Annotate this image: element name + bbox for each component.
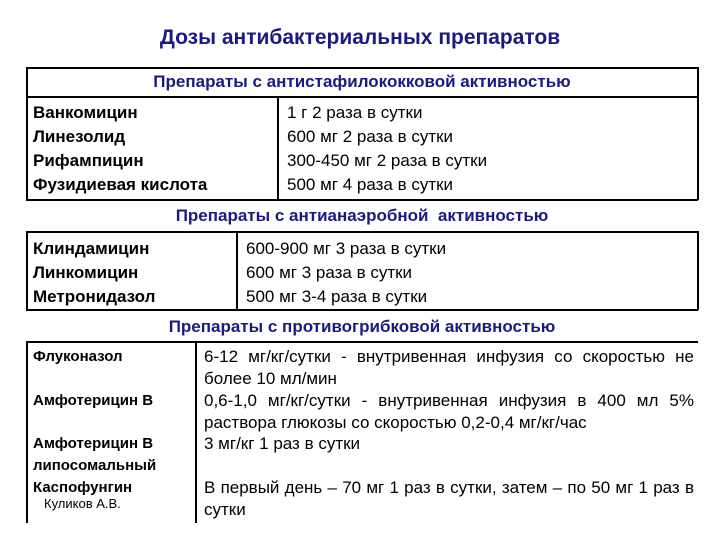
section-2-drug-list <box>33 237 155 309</box>
section-2-dose-list <box>246 237 446 309</box>
drug-name: Амфотерицин В липосомальный <box>33 435 157 474</box>
drug-dose: 600-900 мг 3 раза в сутки <box>246 239 447 258</box>
drug-dose: 1 г 2 раза в сутки <box>287 103 423 122</box>
drug-name: Ванкомицин <box>33 103 138 122</box>
section-2-column-divider <box>236 231 238 310</box>
section-3-column-divider <box>195 341 197 523</box>
drug-dose: 300-450 мг 2 раза в сутки <box>287 151 488 170</box>
section-2-header-divider <box>26 231 698 233</box>
drug-dose: 0,6-1,0 мг/кг/сутки - внутривенная инфузия в 400 мл 5% раствора глюкозы со скоростью 0,2-0,4 мг/кг/час <box>204 391 694 432</box>
drug-dose: В первый день – 70 мг 1 раз в сутки, затем – по 50 мг 1 раз в сутки <box>204 478 694 519</box>
drug-dose: 3 мг/кг 1 раз в сутки <box>204 434 361 453</box>
section-1-drug-list <box>33 101 207 197</box>
author-credit: Куликов А.В. <box>44 496 121 511</box>
section-2-left-border <box>26 231 28 310</box>
table-top-border <box>26 67 698 69</box>
section-3-heading: Препараты с противогрибковой активностью <box>168 317 556 336</box>
drug-name: Рифампицин <box>33 151 144 170</box>
section-3-top-border <box>26 309 698 311</box>
section-2-right-border <box>697 231 699 310</box>
section-3-header-divider <box>26 341 698 343</box>
drug-name: Флуконазол <box>33 348 123 365</box>
drug-name: Линезолид <box>33 127 126 146</box>
section-3-left-border <box>26 341 28 523</box>
drug-name: Метронидазол <box>33 287 156 306</box>
drug-name: Линкомицин <box>33 263 139 282</box>
drug-name: Амфотерицин В <box>33 392 154 409</box>
section-2-top-border <box>26 199 698 201</box>
section-1-header-divider <box>26 96 698 98</box>
drug-name: Каспофунгин <box>33 479 133 496</box>
section-1-dose-list <box>287 101 487 197</box>
section-1-column-divider <box>277 96 279 200</box>
section-2-heading: Препараты с антианаэробной активностью <box>175 206 549 225</box>
drug-name: Клиндамицин <box>33 239 150 258</box>
page-title: Дозы антибактериальных препаратов <box>159 26 561 49</box>
section-1-heading: Препараты с антистафилококковой активностью <box>153 72 571 91</box>
drug-dose: 600 мг 2 раза в сутки <box>287 127 454 146</box>
drug-dose: 600 мг 3 раза в сутки <box>246 263 413 282</box>
drug-name: Фузидиевая кислота <box>33 175 208 194</box>
drug-dose: 500 мг 4 раза в сутки <box>287 175 454 194</box>
drug-dose: 500 мг 3-4 раза в сутки <box>246 287 428 306</box>
drug-dose: 6-12 мг/кг/сутки - внутривенная инфузия со скоростью не более 10 мл/мин <box>204 347 694 388</box>
